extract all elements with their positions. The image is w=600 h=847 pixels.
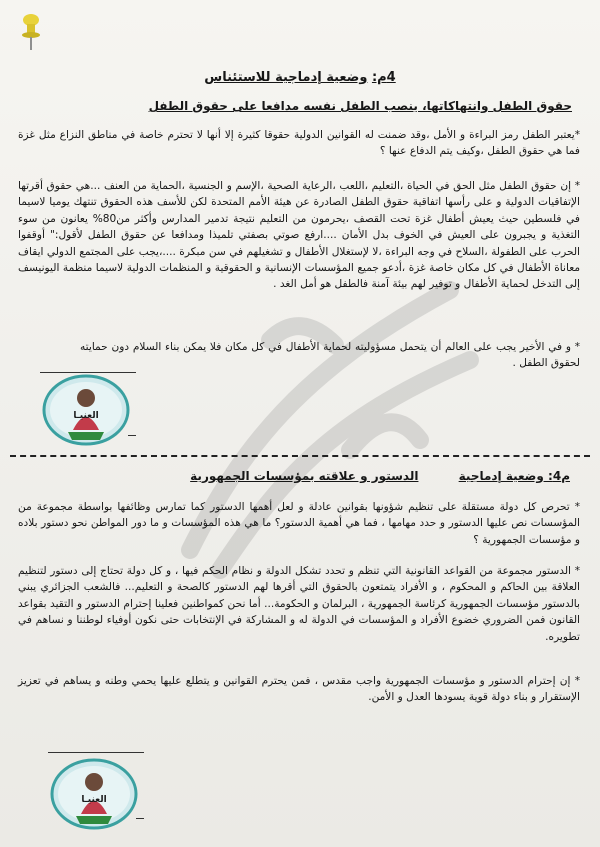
title-number: 4م: — [371, 70, 396, 85]
page-title — [0, 70, 600, 85]
logo2-line-bottom — [136, 818, 144, 819]
circular-logo-icon-2 — [48, 752, 140, 832]
section-divider — [10, 455, 590, 457]
section1-paragraph-1: *يعتبر الطفل رمز البراءة و الأمل ،وقد ضمنت له القوانين الدولية حقوقا كثيرة إلا أنها لا تحترم خاصة في مناطق النزاع مثل غزة فما هي حقوق الطفل ،وكيف يتم الدفاع عنها ؟ — [18, 129, 580, 158]
section1-paragraph-3: * و في الأخير يجب على العالم أن يتحمل مسؤوليته لحماية الأطفال في كل مكان فلا يمكن بناء السلام دون حمايته لحقوق الطفل . — [80, 341, 580, 370]
section1-subtitle: حقوق الطفل وانتهاكاتها، ينصب الطفل نفسه مدافعا على حقوق الطفل — [148, 99, 572, 113]
pushpin-icon — [20, 12, 42, 52]
section2-heading-part2: الدستور و علاقته بمؤسسات الجمهورية — [190, 469, 419, 483]
circular-logo-icon — [40, 368, 132, 448]
title-text: وضعية إدماجية للاستئناس — [204, 70, 368, 85]
section2-paragraph-3: * إن إحترام الدستور و مؤسسات الجمهورية واجب مقدس ، فمن يحترم القوانين و يتطلع عليها يحمي وطنه و يساهم في تعزيز الإستقرار و بناء دولة قوية يسودها العدل و الأمن. — [18, 675, 580, 704]
logo2-caption: العنيـا — [81, 795, 107, 805]
section1-paragraph-2: * إن حقوق الطفل مثل الحق في الحياة ،التعليم ،اللعب ،الرعاية الصحية ،الإسم و الجنسية ،الحماية من العنف ...هي حقوق أقرتها الإتفاقيات الدولية و على رأسها اتفاقية حقوق الطفل الصادرة عن هيئة الأمم المتحدة لكن للأسف هذه الحقوق تنتهك يوميا لاسيما في فلسطين حيث يعيش أطفال غزة تحت القصف ،يحرمون من التعليم نتيجة تدمير المدارس وأكثر من80% يعانون من سوء التغذية و يجبرون على العيش في الخوف بدل الأمان ....ارفع صوتي بصفتي تلميذا ومدافعا عن حقوق الطفل لأقول:" أوقفوا الحرب على الطفولة ،السلاح في وجه البراءة ،لا لإستغلال الأطفال و تشغيلهم في سن مبكرة ....،يجب على المجتمع الدولي ايقاف معاناة الأطفال في كل مكان خاصة غزة ،أدعو جميع المؤسسات الإنسانية و الحقوقية و المنظمات الدولية لاسيما منظمة اليونيسف إلى التدخل لحماية الأطفال و توفير لهم بيئة آمنة فالطفل هو أمل الغد . — [18, 180, 580, 291]
section2-paragraph-2: * الدستور مجموعة من القواعد القانونية التي تنظم و تحدد تشكل الدولة و نظام الحكم فيها ، و كل دولة تحتاج إلى دستور لتنظيم العلاقة بين الحاكم و المحكوم ، و الأفراد يتمتعون بالحقوق التي أقرها لهم الدستور كالصحة و التعليم... فالشعب الجزائري يبني بالدستور مؤسسات الجمهورية كرئاسة الجمهورية ، البرلمان و الحكومة... أما نحن كمواطنين فعلينا إحترام الدستور و التقيد بقواعد القانون فمن الضروري خضوع الأفراد و المؤسسات في الدولة له و المشاركة في الإنتخابات حتى نكون أوفياء لوطننا و نساهم في تطويره. — [18, 565, 580, 643]
logo-line-bottom — [128, 435, 136, 436]
logo-caption: العنيـا — [73, 411, 99, 421]
section2-paragraph-1: * تحرص كل دولة مستقلة على تنظيم شؤونها بقوانين عادلة و لعل أهمها الدستور كما تمارس وظائفها بواسطة مجموعة من المؤسسات نص عليها الدستور و حدد مهامها ، فما هي أهمية الدستور؟ ما هي هذه المؤسسات و ما دور المواطن نحو دستور بلاده و مؤسسات الجمهورية ؟ — [18, 501, 580, 546]
section2-heading-part1: م4: وضعية إدماجية — [458, 469, 570, 483]
section2-heading — [120, 469, 570, 483]
